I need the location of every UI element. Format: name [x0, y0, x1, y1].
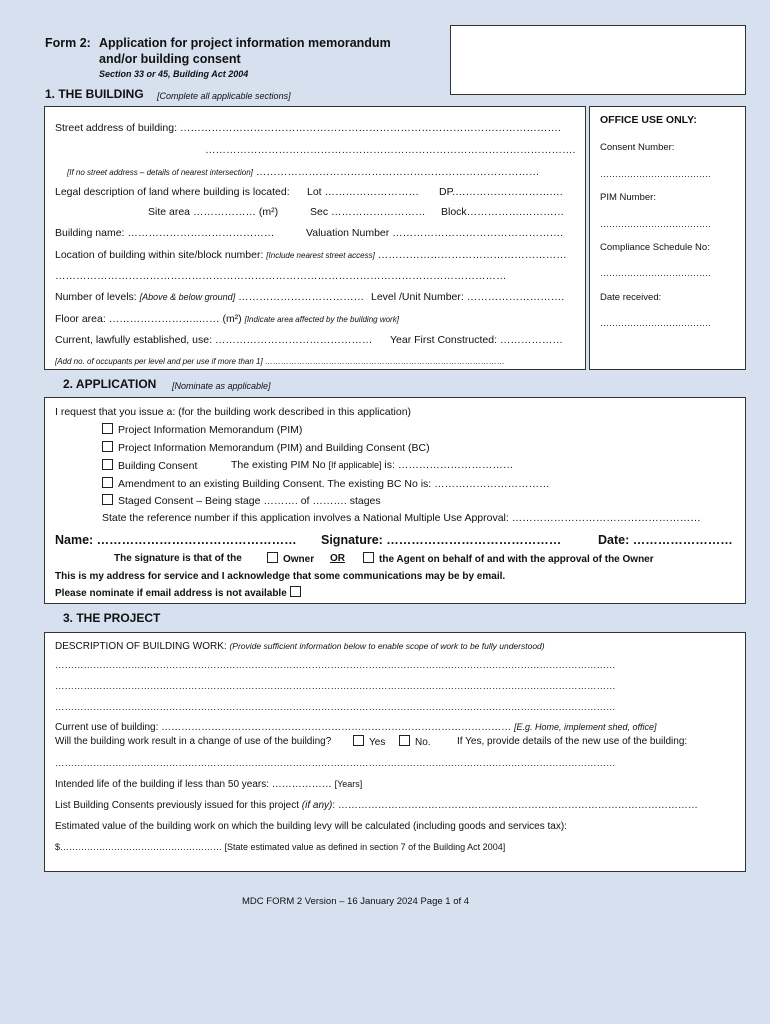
option-amendment[interactable]: Amendment to an existing Building Consent. The existing BC No is: …………………………… — [102, 477, 550, 491]
section2-heading: 2. APPLICATION — [63, 377, 157, 391]
checkbox-no[interactable] — [399, 735, 410, 746]
checkbox-agent[interactable] — [363, 552, 374, 563]
if-yes-label: If Yes, provide details of the new use of the building: — [457, 736, 688, 747]
project-section-box — [44, 632, 746, 872]
checkbox-building-consent[interactable] — [102, 459, 113, 470]
signature-is-label: The signature is that of the — [114, 553, 242, 564]
or-label: OR — [330, 553, 345, 564]
nearest-intersection-field[interactable]: [If no street address – details of nearest intersection] ……………………………………………………………………… — [67, 166, 540, 178]
compliance-schedule-field[interactable]: ………………………………. — [600, 268, 711, 278]
building-name-field[interactable]: Building name: …………………………………… — [55, 227, 275, 239]
application-section-box — [44, 397, 746, 604]
current-use-field[interactable]: Current, lawfully established, use: ……………………………………… — [55, 334, 373, 346]
checkbox-pim-bc[interactable] — [102, 441, 113, 452]
change-use-yes[interactable]: Yes — [353, 735, 385, 749]
estimated-value-label: Estimated value of the building work on which the building levy will be calculated (including goods and services tax): — [55, 821, 567, 832]
block-field[interactable]: Block…………….………… — [441, 206, 565, 218]
location-field[interactable]: Location of building within site/block number: [Include nearest street access] ……………………………………………… — [55, 249, 567, 261]
form-title-line1: Application for project information memorandum — [99, 36, 391, 50]
new-use-details-line[interactable]: …………………………………………………………………………………………………………………………………………………………… — [55, 758, 616, 769]
building-section-box — [44, 106, 586, 370]
existing-pim-field[interactable]: The existing PIM No [If applicable] is: …………………………… — [231, 459, 514, 471]
sec-field[interactable]: Sec ……………………… — [310, 206, 426, 218]
owner-option[interactable]: Owner — [267, 552, 314, 566]
checkbox-pim[interactable] — [102, 423, 113, 434]
option-building-consent[interactable]: Building Consent — [102, 459, 197, 473]
form-number: Form 2: — [45, 36, 91, 50]
checkbox-owner[interactable] — [267, 552, 278, 563]
header-blank-box — [450, 25, 746, 95]
form-title-line2: and/or building consent — [99, 52, 241, 66]
checkbox-no-email[interactable] — [290, 586, 301, 597]
pim-number-label: PIM Number: — [600, 192, 656, 203]
street-address-field[interactable]: Street address of building: ………………………………………………………………………………………………. — [55, 122, 561, 134]
consent-number-label: Consent Number: — [600, 142, 675, 153]
valuation-number-field[interactable]: Valuation Number …………………………………………. — [306, 227, 564, 239]
name-field[interactable]: Name: ………………………………………… — [55, 533, 297, 547]
year-constructed-field[interactable]: Year First Constructed: ……………… — [390, 334, 563, 346]
address-service-note: This is my address for service and I acknowledge that some communications may be by email. — [55, 571, 506, 582]
form-subtitle: Section 33 or 45, Building Act 2004 — [99, 69, 249, 79]
street-address-line2[interactable]: ……………………………………………………………………………………………. — [205, 144, 576, 156]
section1-heading: 1. THE BUILDING — [45, 87, 144, 101]
date-field[interactable]: Date: …………………… — [598, 533, 733, 547]
checkbox-amendment[interactable] — [102, 477, 113, 488]
section3-heading: 3. THE PROJECT — [63, 611, 161, 625]
current-use-building-field[interactable]: Current use of building: …………………………………………………………………………………………… [E.g. Home, implement shed, office] — [55, 722, 657, 733]
levels-field[interactable]: Number of levels: [Above & below ground] ……………………………… — [55, 291, 365, 303]
page-footer: MDC FORM 2 Version – 16 January 2024 Page 1 of 4 — [242, 896, 470, 907]
intended-life-field[interactable]: Intended life of the building if less than 50 years: ……………… [Years] — [55, 779, 363, 790]
checkbox-staged-consent[interactable] — [102, 494, 113, 505]
estimated-value-field[interactable]: $……………………………………………… [State estimated value as defined in section 7 of the Building Act 2004] — [55, 842, 506, 852]
floor-area-field[interactable]: Floor area: ……………………..…… (m²) [Indicate area affected by the building work] — [55, 313, 399, 325]
email-not-available[interactable]: Please nominate if email address is not available — [55, 586, 306, 600]
compliance-schedule-label: Compliance Schedule No: — [600, 242, 710, 253]
dp-field[interactable]: DP.……………………….… — [439, 186, 564, 198]
unit-number-field[interactable]: Level /Unit Number: ………………………. — [371, 291, 565, 303]
location-line2[interactable]: ………………………………………………………………………………………………………………… — [55, 270, 507, 282]
description-line-3[interactable]: …………………………………………………………………………………………………………………………………………………………… — [55, 702, 616, 713]
signature-field[interactable]: Signature: …………………………………… — [321, 533, 562, 547]
request-intro: I request that you issue a: (for the building work described in this application) — [55, 406, 412, 418]
date-received-field[interactable]: ………………………………. — [600, 318, 711, 328]
lot-field[interactable]: Lot ……………………… — [307, 186, 420, 198]
change-of-use-label: Will the building work result in a change of use of the building? — [55, 736, 332, 747]
option-staged-consent[interactable]: Staged Consent – Being stage ………. of ………. stages — [102, 494, 381, 508]
checkbox-yes[interactable] — [353, 735, 364, 746]
occupants-note[interactable]: [Add no. of occupants per level and per use if more than 1] ……………………………………………………………………………… — [55, 357, 505, 366]
option-pim-bc[interactable]: Project Information Memorandum (PIM) and Building Consent (BC) — [102, 441, 430, 455]
office-use-heading: OFFICE USE ONLY: — [600, 114, 697, 126]
pim-number-field[interactable]: ………………………………. — [600, 219, 711, 229]
option-pim[interactable]: Project Information Memorandum (PIM) — [102, 423, 302, 437]
description-line-2[interactable]: …………………………………………………………………………………………………………………………………………………………… — [55, 681, 616, 692]
legal-description-label: Legal description of land where building is located: — [55, 186, 290, 198]
site-area-field[interactable]: Site area ……………… (m²) — [148, 206, 279, 218]
description-label: DESCRIPTION OF BUILDING WORK: (Provide sufficient information below to enable scope of work to be fully understood) — [55, 641, 545, 652]
consent-number-field[interactable]: ………………………………. — [600, 169, 711, 179]
change-use-no[interactable]: No. — [399, 735, 431, 749]
previous-consents-field[interactable]: List Building Consents previously issued for this project (if any): ……………………………………………………………………………………………… — [55, 800, 698, 811]
date-received-label: Date received: — [600, 292, 662, 303]
office-use-box — [589, 106, 746, 370]
description-line-1[interactable]: …………………………………………………………………………………………………………………………………………………………… — [55, 660, 616, 671]
national-approval-field[interactable]: State the reference number if this application involves a National Multiple Use Approval: ……………………………………………… — [102, 512, 701, 524]
agent-option[interactable]: the Agent on behalf of and with the approval of the Owner — [363, 552, 654, 566]
section1-note: [Complete all applicable sections] — [157, 91, 291, 101]
section2-note: [Nominate as applicable] — [172, 381, 271, 391]
